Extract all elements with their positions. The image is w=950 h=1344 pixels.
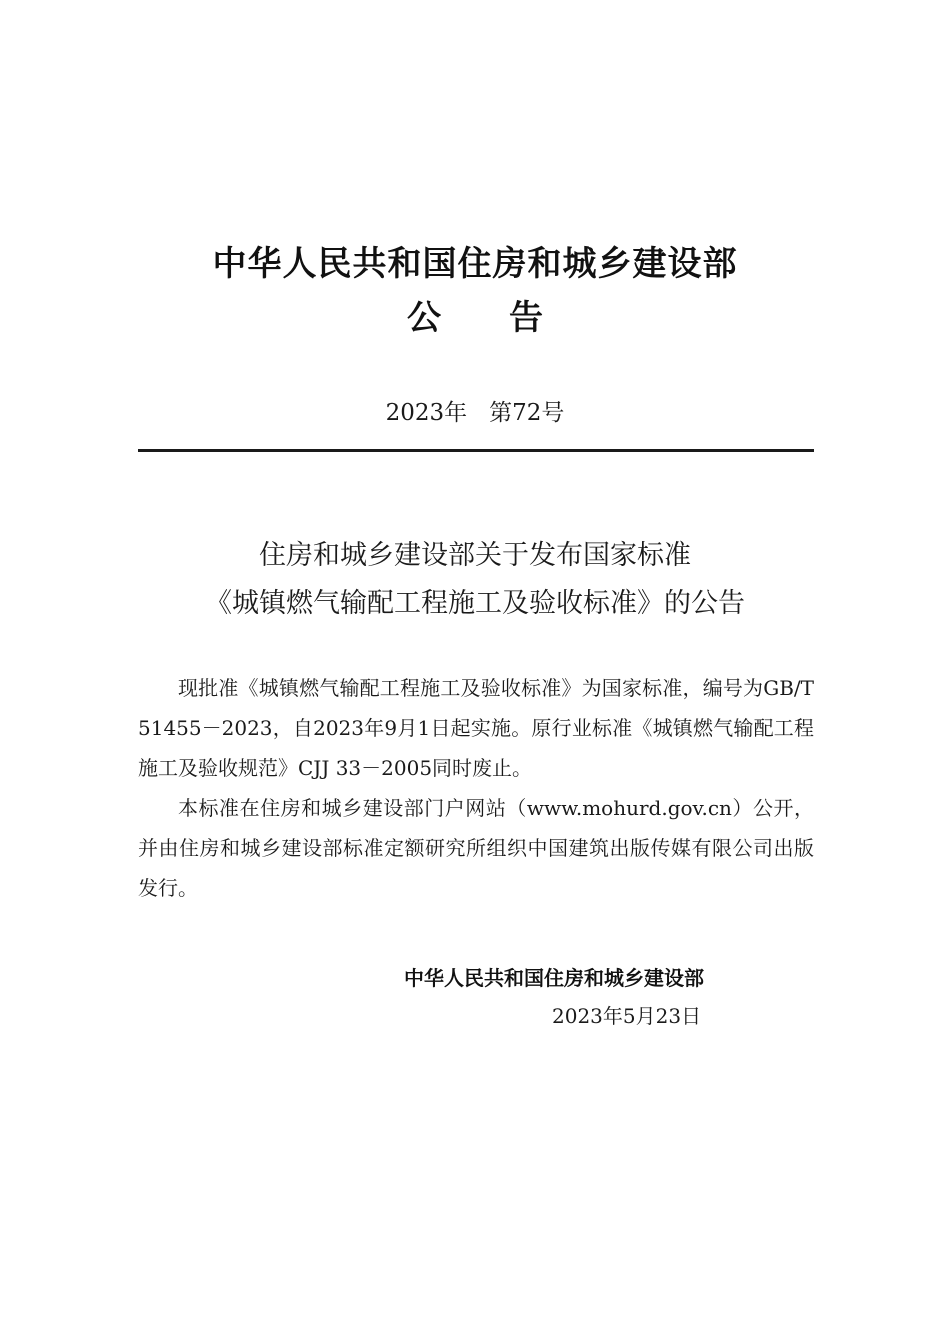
doc-number-value: 第72号 xyxy=(489,400,565,426)
signature-issuer: 中华人民共和国住房和城乡建设部 xyxy=(404,966,704,990)
doc-type-title xyxy=(0,296,950,340)
announcement-subject xyxy=(0,532,950,628)
doc-type-char-2: 告 xyxy=(509,298,543,338)
signature-date: 2023年5月23日 xyxy=(552,1004,702,1028)
subject-line-2: 《城镇燃气输配工程施工及验收标准》的公告 xyxy=(205,588,745,619)
subject-line-1: 住房和城乡建设部关于发布国家标准 xyxy=(259,540,691,571)
body-paragraph-2: 本标准在住房和城乡建设部门户网站（www.mohurd.gov.cn）公开，并由住房和城乡建设部标准定额研究所组织中国建筑出版传媒有限公司出版发行。 xyxy=(138,796,814,900)
doc-type-char-1: 公 xyxy=(407,298,441,338)
document-number xyxy=(0,396,950,430)
doc-year: 2023年 xyxy=(385,400,468,426)
body-paragraph-1: 现批准《城镇燃气输配工程施工及验收标准》为国家标准，编号为GB/T 51455－2023，自2023年9月1日起实施。原行业标准《城镇燃气输配工程施工及验收规范》CJJ 33－2005同时废止。 xyxy=(138,676,814,780)
header-divider xyxy=(138,449,814,452)
issuer-title: 中华人民共和国住房和城乡建设部 xyxy=(212,244,738,284)
announcement-body xyxy=(138,668,814,908)
